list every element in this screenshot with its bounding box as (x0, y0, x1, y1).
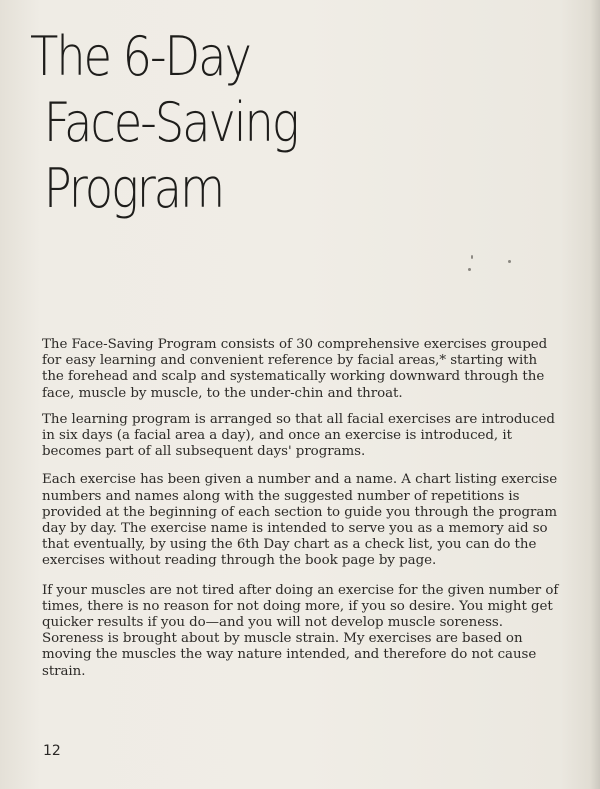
title-line-1: The 6-Day (30, 25, 250, 88)
page-number: 12 (43, 743, 61, 759)
paragraph-exercise-chart: Each exercise has been given a number and a name. A chart listing exercise numbers and names along with the suggested number of repetitions is provided at the beginning of each section to guide you through the program day by day. The exercise name is intended to serve you as a memory aid so that eventually, by using the 6th Day chart as a check list, you can do the exercises without reading through the book page by page. (42, 472, 558, 569)
title-line-2: Face-Saving (43, 91, 298, 154)
paper-speck (468, 268, 471, 271)
page-edge-shadow (590, 0, 600, 789)
paper-speck (508, 260, 511, 263)
paragraph-muscle-fatigue: If your muscles are not tired after doing an exercise for the given number of times, there is no reason for not doing more, if you so desire. You might get quicker results if you do—and you will not develop muscle soreness. Soreness is brought about by muscle strain. My exercises are based on moving the muscles the way nature intended, and therefore do not cause strain. (42, 582, 559, 679)
paper-speck (471, 255, 473, 259)
title-line-3: Program (43, 157, 224, 220)
page-title (30, 24, 298, 222)
paragraph-learning-program: The learning program is arranged so that all facial exercises are introduced in six days (a facial area a day), and once an exercise is introduced, it becomes part of all subsequent days' programs. (42, 411, 555, 460)
body-text (42, 337, 562, 690)
paragraph-program-overview: The Face-Saving Program consists of 30 comprehensive exercises grouped for easy learning and convenient reference by facial areas,* starting with the forehead and scalp and systematically working downward through the face, muscle by muscle, to the under-chin and throat. (42, 337, 548, 401)
